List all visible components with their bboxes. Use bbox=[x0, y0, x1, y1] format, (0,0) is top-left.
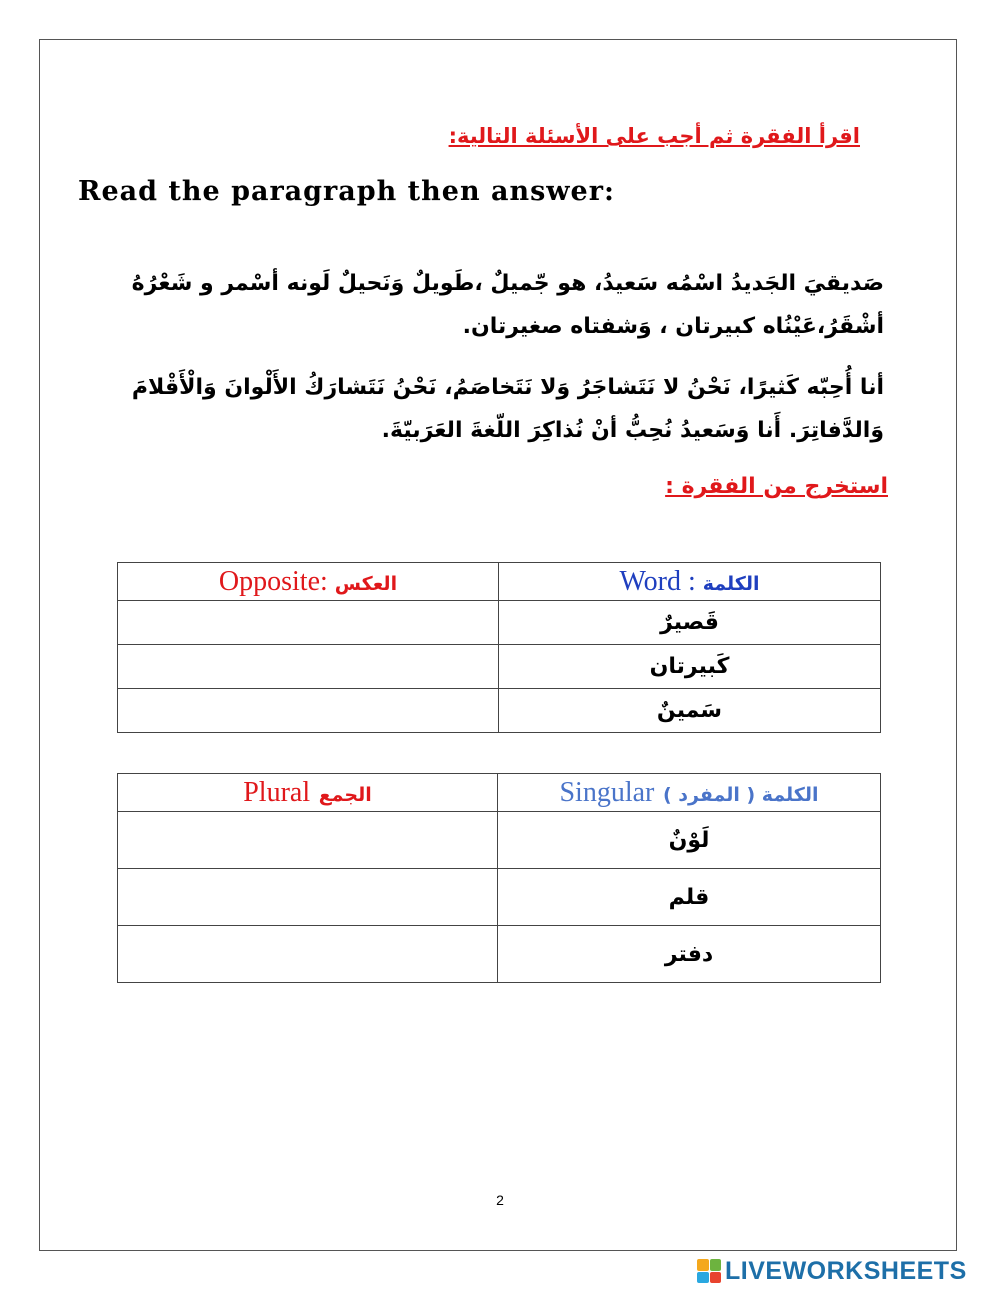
opposite-header-en: Opposite: bbox=[218, 565, 335, 597]
plural-header-ar: الجمع bbox=[318, 783, 372, 806]
word-cell: قَصيرٌ bbox=[499, 601, 881, 645]
logo-square-icon bbox=[710, 1272, 722, 1284]
opposites-header-row bbox=[118, 563, 881, 601]
brand-name: LIVEWORKSHEETS bbox=[725, 1256, 967, 1285]
liveworksheets-branding[interactable] bbox=[697, 1258, 967, 1284]
opposite-answer-cell[interactable] bbox=[118, 645, 499, 689]
reading-paragraph-2: أنا أُحِبّه كَثيرًا، نَحْنُ لا نَتَشاجَرُ وَلا نَتَخاصَمُ، نَحْنُ نَتَشارَكُ الأَلْوانَ وَالْأَقْلامَ وَالدَّفاتِرَ. أَنا وَسَعيدُ نُحِبُّ أنْ نُذاكِرَ اللّغةَ العَرَبيّةَ. bbox=[131, 375, 884, 443]
singular-column-header bbox=[498, 774, 881, 812]
table-row bbox=[118, 645, 881, 689]
logo-square-icon bbox=[697, 1259, 709, 1271]
word-header-separator: : bbox=[681, 565, 703, 597]
table-row bbox=[118, 689, 881, 733]
word-column-header bbox=[499, 563, 881, 601]
opposites-table bbox=[117, 562, 881, 733]
plurals-header-row bbox=[118, 774, 881, 812]
singular-header-en: Singular bbox=[559, 776, 655, 808]
plural-header-en: Plural bbox=[243, 776, 311, 808]
table-row bbox=[118, 601, 881, 645]
plurals-table bbox=[117, 773, 881, 983]
table-row bbox=[118, 869, 881, 926]
word-header-en: Word bbox=[619, 565, 681, 597]
plural-answer-cell[interactable] bbox=[118, 869, 498, 926]
page-number: 2 bbox=[496, 1192, 504, 1208]
plural-answer-cell[interactable] bbox=[118, 812, 498, 869]
opposite-answer-cell[interactable] bbox=[118, 601, 499, 645]
table-row bbox=[118, 926, 881, 983]
logo-square-icon bbox=[697, 1272, 709, 1284]
table-row bbox=[118, 812, 881, 869]
opposite-column-header bbox=[118, 563, 499, 601]
singular-header-ar: الكلمة ( المفرد ) bbox=[662, 783, 819, 806]
singular-word-cell: لَوْنٌ bbox=[498, 812, 881, 869]
liveworksheets-logo-icon bbox=[697, 1259, 721, 1283]
singular-word-cell: دفتر bbox=[498, 926, 881, 983]
word-header-ar: الكلمة bbox=[702, 572, 760, 595]
logo-square-icon bbox=[710, 1259, 722, 1271]
english-instruction: Read the paragraph then answer: bbox=[78, 176, 615, 207]
opposite-answer-cell[interactable] bbox=[118, 689, 499, 733]
word-cell: كَبيرتان bbox=[499, 645, 881, 689]
opposite-header-ar: العكس bbox=[334, 572, 398, 595]
plural-answer-cell[interactable] bbox=[118, 926, 498, 983]
arabic-instruction: اقرأ الفقرة ثم أجب على الأسئلة التالية: bbox=[448, 124, 860, 148]
plural-column-header bbox=[118, 774, 498, 812]
extract-heading: استخرج من الفقرة : bbox=[665, 474, 888, 499]
reading-paragraph-1: صَديقيَ الجَديدُ اسْمُه سَعيدُ، هو جّميلٌ ،طَويلٌ وَنَحيلٌ لَونه أسْمر و شَعْرُهُ أشْقَرُ،عَيْنُاه كبيرتان ، وَشفتاه صغيرتان. bbox=[131, 271, 884, 339]
word-cell: سَمينٌ bbox=[499, 689, 881, 733]
singular-word-cell: قلم bbox=[498, 869, 881, 926]
